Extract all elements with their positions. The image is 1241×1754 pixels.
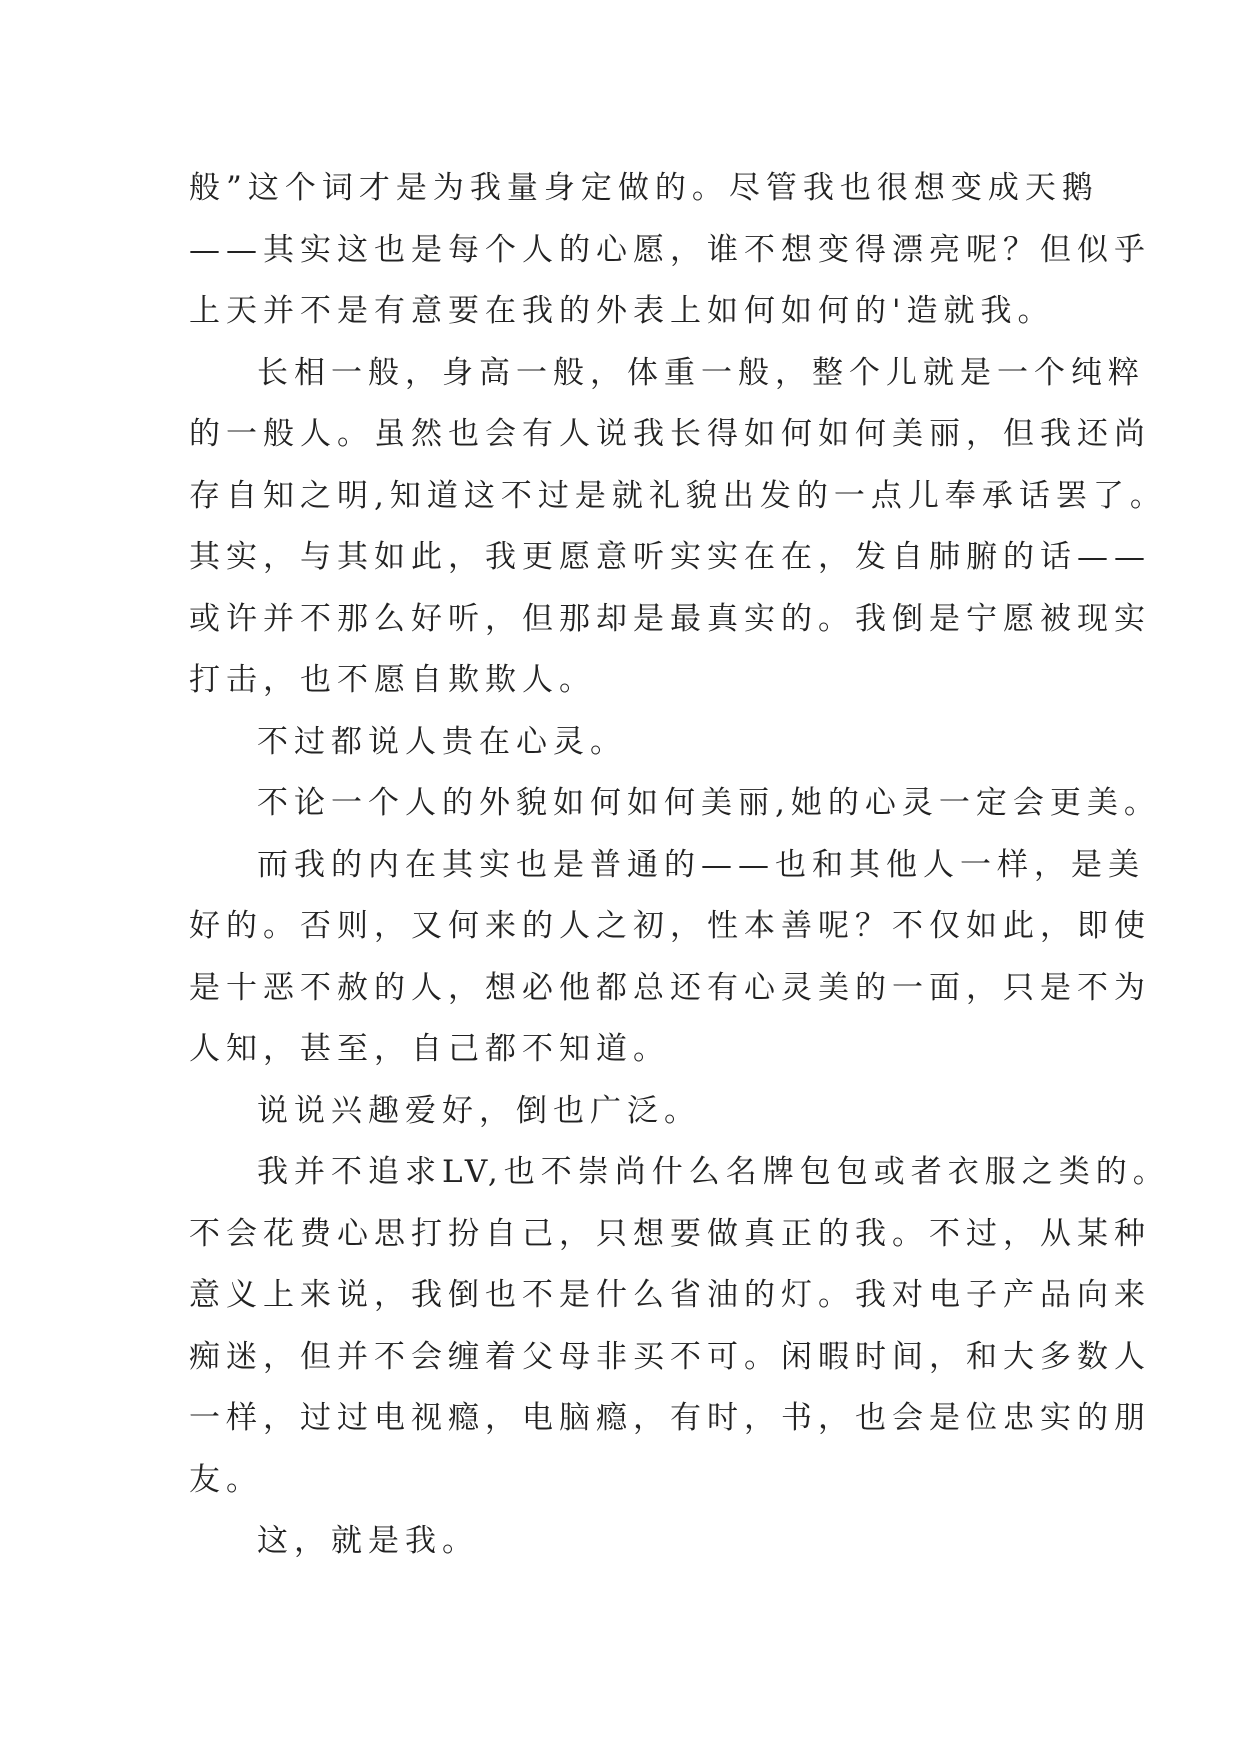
text-line: 或许并不那么好听，但那却是最真实的。我倒是宁愿被现实 bbox=[189, 600, 1151, 637]
paragraph-continuation bbox=[189, 404, 1167, 712]
paragraph bbox=[189, 343, 1145, 405]
text-line: 存自知之明,知道这不过是就礼貌出发的一点儿奉承话罢了。 bbox=[189, 477, 1167, 514]
paragraph bbox=[189, 712, 1069, 774]
text-line: 意义上来说，我倒也不是什么省油的灯。我对电子产品向来 bbox=[189, 1277, 1151, 1313]
text-line: 不会花费心思打扮自己，只想要做真正的我。不过，从某种 bbox=[189, 1215, 1151, 1252]
text-line: 其实，与其如此，我更愿意听实实在在，发自肺腑的话—— bbox=[189, 539, 1151, 575]
paragraph bbox=[189, 1081, 1069, 1143]
essay-body bbox=[189, 158, 1170, 1573]
paragraph-continuation bbox=[189, 1204, 1151, 1512]
text-line: 而我的内在其实也是普通的——也和其他人一样，是美 bbox=[257, 846, 1145, 883]
text-line: 上天并不是有意要在我的外表上如何如何的'造就我。 bbox=[189, 293, 1055, 329]
paragraph bbox=[189, 158, 1151, 343]
text-line: 的一般人。虽然也会有人说我长得如何如何美丽，但我还尚 bbox=[189, 416, 1151, 452]
paragraph-continuation bbox=[189, 896, 1151, 1081]
text-line: 这，就是我。 bbox=[257, 1523, 479, 1559]
text-line: 长相一般，身高一般，体重一般，整个儿就是一个纯粹 bbox=[257, 354, 1145, 391]
text-line: 不论一个人的外貌如何如何美丽,她的心灵一定会更美。 bbox=[257, 785, 1161, 821]
paragraph bbox=[189, 1142, 1170, 1204]
paragraph bbox=[189, 773, 1161, 835]
text-line: 人知，甚至，自己都不知道。 bbox=[189, 1031, 670, 1067]
text-line: ——其实这也是每个人的心愿，谁不想变得漂亮呢？但似乎 bbox=[189, 231, 1151, 268]
text-line: 痴迷，但并不会缠着父母非买不可。闲暇时间，和大多数人 bbox=[189, 1338, 1151, 1375]
text-line: 友。 bbox=[189, 1461, 263, 1498]
text-line: 不过都说人贵在心灵。 bbox=[257, 723, 627, 760]
text-line: 我并不追求LV,也不崇尚什么名牌包包或者衣服之类的。 bbox=[257, 1154, 1170, 1190]
text-line: 一样，过过电视瘾，电脑瘾，有时，书，也会是位忠实的朋 bbox=[189, 1400, 1151, 1436]
text-line: 说说兴趣爱好，倒也广泛。 bbox=[257, 1092, 701, 1129]
paragraph bbox=[189, 1511, 1069, 1573]
text-line: 是十恶不赦的人，想必他都总还有心灵美的一面，只是不为 bbox=[189, 969, 1151, 1006]
paragraph bbox=[189, 835, 1145, 897]
text-line: 好的。否则，又何来的人之初，性本善呢？不仅如此，即使 bbox=[189, 908, 1151, 944]
text-line: 般”这个词才是为我量身定做的。尽管我也很想变成天鹅 bbox=[189, 170, 1099, 206]
text-line: 打击，也不愿自欺欺人。 bbox=[189, 662, 596, 698]
